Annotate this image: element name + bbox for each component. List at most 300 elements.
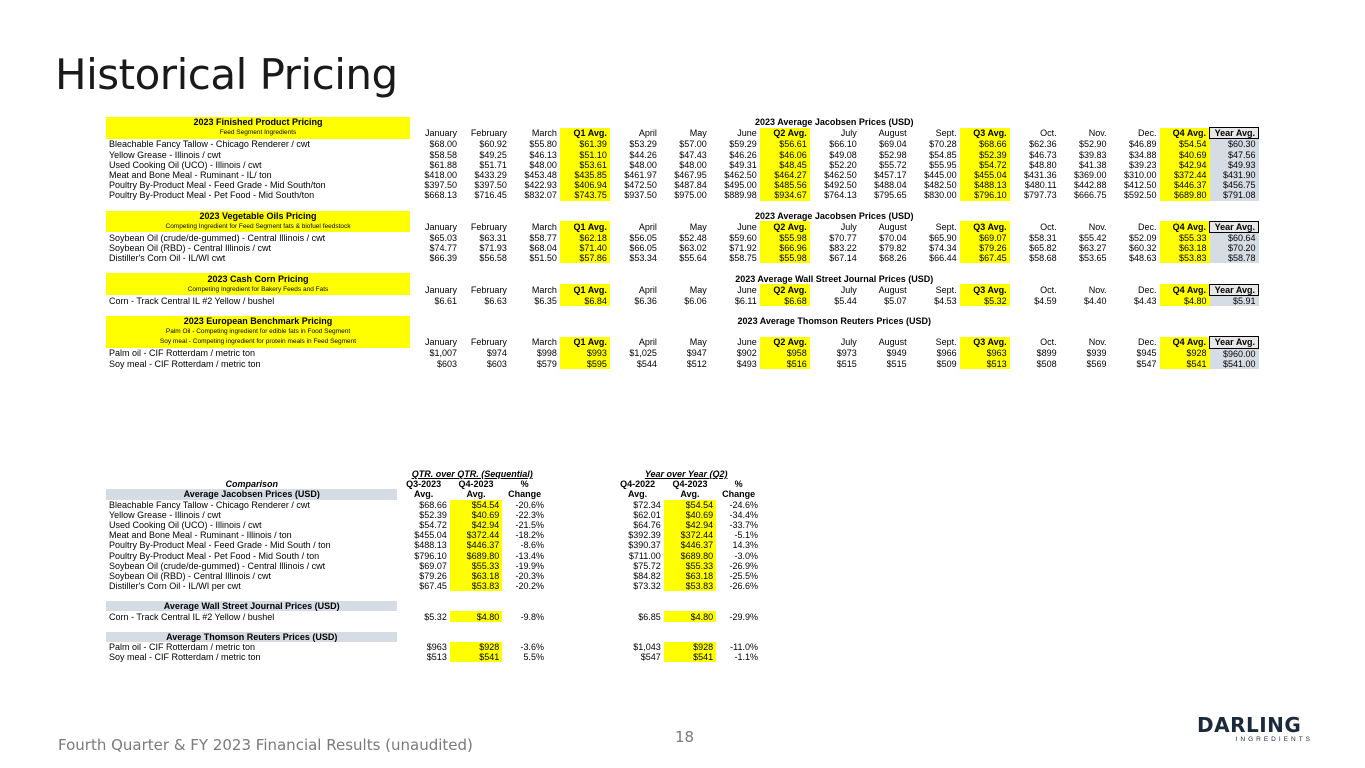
row-label: Soy meal - CIF Rotterdam / metric ton xyxy=(109,652,261,663)
table-row xyxy=(106,348,1259,359)
value-cell: $57.86 xyxy=(560,253,610,263)
value-cell: $5.32 xyxy=(960,295,1010,306)
blank-cell xyxy=(716,632,761,642)
month-header: July xyxy=(840,128,857,139)
row-label: Used Cooking Oil (UCO) - Illinois / cwt xyxy=(109,159,262,170)
value-cell: $889.98 xyxy=(724,190,757,201)
month-header: Q1 Avg. xyxy=(560,128,610,139)
month-header: April xyxy=(638,284,657,295)
qtr-value: $446.37 xyxy=(450,540,502,550)
yoy-value: -33.7% xyxy=(729,520,758,531)
value-cell: $480.11 xyxy=(1024,180,1057,191)
value-cell: $488.13 xyxy=(960,180,1010,190)
month-header: Q2 Avg. xyxy=(760,128,810,139)
value-cell: $508 xyxy=(1036,358,1057,369)
qtr-value: $928 xyxy=(450,642,502,652)
yoy-value: $372.44 xyxy=(664,530,716,540)
value-cell: $446.37 xyxy=(1160,180,1210,190)
section-subtitle: Soy meal - Competing ingredient for protein meals in Feed Segment xyxy=(106,337,410,348)
row-label: Bleachable Fancy Tallow - Chicago Renderer / cwt xyxy=(109,139,310,150)
value-cell: $795.65 xyxy=(874,190,907,201)
blank-cell xyxy=(502,632,547,642)
value-cell: $74.77 xyxy=(429,243,457,254)
value-cell: $939 xyxy=(1086,348,1107,359)
month-header: Nov. xyxy=(1088,221,1107,232)
row-label: Soybean Oil (RBD) - Central Illinois / cwt xyxy=(109,570,272,581)
value-cell: $899 xyxy=(1036,348,1057,359)
qtr-value: -9.8% xyxy=(520,611,544,622)
value-cell: $947 xyxy=(686,348,707,359)
comparison-title-row xyxy=(106,469,761,479)
value-cell: $55.72 xyxy=(879,159,907,170)
qtr-value: $488.13 xyxy=(414,540,447,551)
value-cell: $4.40 xyxy=(1084,295,1107,306)
month-header: August xyxy=(878,128,907,139)
value-cell: $66.39 xyxy=(429,253,457,264)
spacer-row xyxy=(106,201,1259,211)
value-cell: $541.00 xyxy=(1210,359,1259,369)
blank-cell xyxy=(410,326,460,337)
yoy-value: $64.76 xyxy=(633,520,661,531)
month-header: February xyxy=(470,337,507,348)
month-header: May xyxy=(689,337,707,348)
value-cell: $68.00 xyxy=(429,139,457,150)
value-cell: $53.29 xyxy=(629,139,657,150)
value-cell: $595 xyxy=(560,359,610,369)
value-cell: $74.34 xyxy=(929,243,957,254)
value-cell: $4.80 xyxy=(1160,295,1210,306)
value-cell: $1,025 xyxy=(629,348,657,359)
value-cell: $453.48 xyxy=(524,170,557,181)
qtr-value: $541 xyxy=(450,652,502,662)
value-cell: $68.66 xyxy=(960,139,1010,150)
value-cell: $60.30 xyxy=(1210,139,1259,150)
blank-cell xyxy=(1210,326,1259,337)
yoy-value: $55.33 xyxy=(664,561,716,571)
comparison-row xyxy=(106,571,761,581)
value-cell: $603 xyxy=(486,358,507,369)
value-cell: $47.43 xyxy=(679,149,707,160)
month-header: January xyxy=(424,128,457,139)
blank-cell xyxy=(547,540,611,550)
value-cell: $54.54 xyxy=(1160,139,1210,150)
month-header: June xyxy=(737,221,757,232)
yoy-value: $446.37 xyxy=(664,540,716,550)
value-cell: $52.98 xyxy=(879,149,907,160)
value-cell: $58.77 xyxy=(529,232,557,243)
month-header: Nov. xyxy=(1088,128,1107,139)
value-cell: $372.44 xyxy=(1160,170,1210,180)
value-cell: $34.88 xyxy=(1129,149,1157,160)
value-cell: $6.35 xyxy=(534,295,557,306)
value-cell: $55.98 xyxy=(760,253,810,263)
value-cell: $544 xyxy=(636,358,657,369)
value-cell: $62.36 xyxy=(1029,139,1057,150)
value-cell: $61.39 xyxy=(560,139,610,150)
qtr-value: $54.54 xyxy=(450,500,502,510)
blank-cell xyxy=(860,326,910,337)
month-header: Q3 Avg. xyxy=(960,284,1010,295)
section-source: 2023 Average Wall Street Journal Prices (USD) xyxy=(735,273,934,284)
value-cell: $418.00 xyxy=(424,170,457,181)
comparison-row xyxy=(106,510,761,520)
value-cell: $58.58 xyxy=(429,149,457,160)
qtr-value: -8.6% xyxy=(520,540,544,551)
row-label: Poultry By-Product Meal - Pet Food - Mid South / ton xyxy=(109,550,320,561)
value-cell: $492.50 xyxy=(824,180,857,191)
month-header: July xyxy=(840,284,857,295)
qtr-value: $796.10 xyxy=(414,550,447,561)
blank-cell xyxy=(510,326,560,337)
value-cell: $743.75 xyxy=(560,190,610,200)
yoy-value: -34.4% xyxy=(729,509,758,520)
blank-cell xyxy=(547,561,611,571)
blank-cell xyxy=(1110,326,1160,337)
value-cell: $462.50 xyxy=(724,170,757,181)
blank-cell xyxy=(810,326,860,337)
month-header: Sept. xyxy=(935,284,957,295)
value-cell: $569 xyxy=(1086,358,1107,369)
blank-cell xyxy=(547,571,611,581)
qtr-value: $55.33 xyxy=(450,561,502,571)
yoy-value: $62.01 xyxy=(633,509,661,520)
value-cell: $49.93 xyxy=(1210,160,1259,170)
value-cell: $70.77 xyxy=(829,232,857,243)
value-cell: $71.93 xyxy=(479,243,507,254)
yoy-value: $6.85 xyxy=(638,611,661,622)
value-cell: $464.27 xyxy=(760,170,810,180)
yoy-value: $54.54 xyxy=(664,500,716,510)
value-cell: $48.00 xyxy=(679,159,707,170)
value-cell: $66.96 xyxy=(760,243,810,253)
section-title: 2023 Cash Corn Pricing xyxy=(106,273,410,284)
value-cell: $5.44 xyxy=(834,295,857,306)
month-header: Oct. xyxy=(1040,221,1057,232)
blank-cell xyxy=(547,581,611,591)
page-number: 18 xyxy=(675,728,695,746)
value-cell: $46.26 xyxy=(729,149,757,160)
month-header: June xyxy=(737,337,757,348)
value-cell: $39.83 xyxy=(1079,149,1107,160)
value-cell: $70.20 xyxy=(1210,243,1259,253)
yoy-value: $63.18 xyxy=(664,571,716,581)
value-cell: $973 xyxy=(836,348,857,359)
value-cell: $397.50 xyxy=(474,180,507,191)
value-cell: $975.00 xyxy=(674,190,707,201)
value-cell: $52.48 xyxy=(679,232,707,243)
row-label: Palm oil - CIF Rotterdam / metric ton xyxy=(109,348,256,359)
row-label: Palm oil - CIF Rotterdam / metric ton xyxy=(109,641,256,652)
blank-cell xyxy=(611,632,663,642)
value-cell: $54.72 xyxy=(960,160,1010,170)
qtr-value: $69.07 xyxy=(419,560,447,571)
row-label: Distiller's Corn Oil - IL/WI per cwt xyxy=(109,581,241,592)
qtr-subheader: Change xyxy=(508,489,542,500)
value-cell: $797.73 xyxy=(1024,190,1057,201)
qtr-subheader: Avg. xyxy=(466,489,486,500)
month-header: Q3 Avg. xyxy=(960,337,1010,348)
qtr-value: $42.94 xyxy=(450,520,502,530)
yoy-value: $4.80 xyxy=(664,611,716,621)
value-cell: $48.63 xyxy=(1129,253,1157,264)
section-title: 2023 Vegetable Oils Pricing xyxy=(106,211,410,222)
value-cell: $68.26 xyxy=(879,253,907,264)
value-cell: $668.13 xyxy=(424,190,457,201)
value-cell: $48.00 xyxy=(529,159,557,170)
blank-cell xyxy=(106,469,397,479)
value-cell: $516 xyxy=(760,359,810,369)
value-cell: $832.07 xyxy=(524,190,557,201)
row-label: Soybean Oil (RBD) - Central Illinois / cwt xyxy=(109,243,272,254)
month-header-row xyxy=(106,337,1259,348)
value-cell: $58.31 xyxy=(1029,232,1057,243)
value-cell: $44.26 xyxy=(629,149,657,160)
row-label: Meat and Bone Meal - Ruminant - Illinois / ton xyxy=(109,530,292,541)
qtr-header: % xyxy=(520,479,529,490)
blank-cell xyxy=(547,642,611,652)
yoy-value: -29.9% xyxy=(729,611,758,622)
value-cell: $42.94 xyxy=(1160,160,1210,170)
value-cell: $433.29 xyxy=(474,170,507,181)
section-source: 2023 Average Thomson Reuters Prices (USD) xyxy=(737,316,931,327)
yoy-header: Q4-2023 xyxy=(672,479,708,490)
group-header-row xyxy=(106,601,761,611)
value-cell: $66.05 xyxy=(629,243,657,254)
month-header: Dec. xyxy=(1138,284,1157,295)
month-header: April xyxy=(638,128,657,139)
month-header: July xyxy=(840,221,857,232)
blank-cell xyxy=(547,510,611,520)
value-cell: $52.39 xyxy=(960,150,1010,160)
yoy-value: $390.37 xyxy=(628,540,661,551)
row-label: Yellow Grease - Illinois / cwt xyxy=(109,149,221,160)
qtr-header: Q3-2023 xyxy=(406,479,442,490)
table-row xyxy=(106,253,1259,263)
value-cell: $488.04 xyxy=(874,180,907,191)
value-cell: $442.88 xyxy=(1074,180,1107,191)
row-label: Soybean Oil (crude/de-gummed) - Central Illinois / cwt xyxy=(109,232,326,243)
month-header: May xyxy=(689,128,707,139)
value-cell: $431.90 xyxy=(1210,170,1259,180)
qtr-value: 5.5% xyxy=(523,652,544,663)
month-header-row xyxy=(106,221,1259,232)
qtr-value: $53.83 xyxy=(450,581,502,591)
value-cell: $6.61 xyxy=(434,295,457,306)
qtr-value: $4.80 xyxy=(450,611,502,621)
month-header: Dec. xyxy=(1138,128,1157,139)
value-cell: $579 xyxy=(536,358,557,369)
value-cell: $63.18 xyxy=(1160,243,1210,253)
blank-cell xyxy=(760,326,810,337)
value-cell: $547 xyxy=(1136,358,1157,369)
value-cell: $1,007 xyxy=(429,348,457,359)
month-header: March xyxy=(531,221,557,232)
qtr-value: $54.72 xyxy=(419,520,447,531)
yoy-value: -26.6% xyxy=(729,581,758,592)
yoy-value: $392.39 xyxy=(628,530,661,541)
section-title-row xyxy=(106,117,1259,128)
value-cell: $46.89 xyxy=(1129,139,1157,150)
blank-cell xyxy=(547,520,611,530)
value-cell: $69.04 xyxy=(879,139,907,150)
value-cell: $455.04 xyxy=(960,170,1010,180)
blank-cell xyxy=(1160,326,1210,337)
value-cell: $52.90 xyxy=(1079,139,1107,150)
blank-cell xyxy=(960,326,1010,337)
month-header: Q3 Avg. xyxy=(960,221,1010,232)
yoy-header: % xyxy=(734,479,743,490)
value-cell: $46.06 xyxy=(760,150,810,160)
comparison-table xyxy=(106,469,761,662)
month-header: Q3 Avg. xyxy=(960,128,1010,139)
value-cell: $963 xyxy=(960,348,1010,359)
value-cell: $70.04 xyxy=(879,232,907,243)
yoy-value: $72.34 xyxy=(633,499,661,510)
yoy-subheader: Avg. xyxy=(628,489,648,500)
spacer-row xyxy=(106,591,761,601)
logo-word: DARLING xyxy=(1197,713,1302,737)
value-cell: $791.08 xyxy=(1210,190,1259,200)
value-cell: $48.45 xyxy=(760,160,810,170)
yoy-value: $73.32 xyxy=(633,581,661,592)
value-cell: $39.23 xyxy=(1129,159,1157,170)
value-cell: $796.10 xyxy=(960,190,1010,200)
comparison-row xyxy=(106,520,761,530)
value-cell: $49.08 xyxy=(829,149,857,160)
blank-cell xyxy=(1060,326,1110,337)
value-cell: $48.00 xyxy=(629,159,657,170)
group-header-row xyxy=(106,632,761,642)
qtr-value: -20.6% xyxy=(515,499,544,510)
yoy-value: 14.3% xyxy=(732,540,758,551)
blank-cell xyxy=(547,489,611,499)
month-header: Q4 Avg. xyxy=(1160,128,1210,139)
value-cell: $40.69 xyxy=(1160,150,1210,160)
value-cell: $937.50 xyxy=(624,190,657,201)
blank-cell xyxy=(547,632,611,642)
blank-cell xyxy=(664,632,716,642)
yoy-value: $689.80 xyxy=(664,551,716,561)
value-cell: $515 xyxy=(886,358,907,369)
month-header: May xyxy=(689,221,707,232)
yoy-value: $711.00 xyxy=(628,550,661,561)
table-row xyxy=(106,295,1259,306)
value-cell: $310.00 xyxy=(1123,170,1157,181)
qtr-value: -21.5% xyxy=(515,520,544,531)
qtr-value: $68.66 xyxy=(419,499,447,510)
value-cell: $58.75 xyxy=(729,253,757,264)
value-cell: $5.07 xyxy=(884,295,907,306)
blank-cell xyxy=(910,326,960,337)
value-cell: $71.92 xyxy=(729,243,757,254)
value-cell: $52.09 xyxy=(1129,232,1157,243)
value-cell: $461.97 xyxy=(624,170,657,181)
month-header: June xyxy=(737,284,757,295)
table-row xyxy=(106,190,1259,200)
table-row xyxy=(106,180,1259,190)
month-header: Q4 Avg. xyxy=(1160,284,1210,295)
value-cell: $689.80 xyxy=(1160,190,1210,200)
blank-cell xyxy=(547,611,611,621)
company-logo xyxy=(1197,714,1317,748)
value-cell: $63.27 xyxy=(1079,243,1107,254)
value-cell: $513 xyxy=(960,359,1010,369)
month-header: January xyxy=(424,337,457,348)
qtr-value: -13.4% xyxy=(515,550,544,561)
value-cell: $49.31 xyxy=(729,159,757,170)
qtr-value: $40.69 xyxy=(450,510,502,520)
blank-cell xyxy=(547,469,611,479)
value-cell: $369.00 xyxy=(1074,170,1107,181)
row-label: Poultry By-Product Meal - Pet Food - Mid South/ton xyxy=(109,190,315,201)
section-subtitle: Competing Ingredient for Feed Segment fats & biofuel feedstock xyxy=(106,221,410,232)
qtr-value: $63.18 xyxy=(450,571,502,581)
value-cell: $53.83 xyxy=(1160,253,1210,263)
blank-cell xyxy=(710,326,760,337)
comparison-row xyxy=(106,500,761,510)
table-row xyxy=(106,139,1259,150)
month-header: Q2 Avg. xyxy=(760,221,810,232)
value-cell: $960.00 xyxy=(1210,348,1259,359)
value-cell: $53.65 xyxy=(1079,253,1107,264)
qtr-value: $52.39 xyxy=(419,509,447,520)
qtr-value: $372.44 xyxy=(450,530,502,540)
value-cell: $509 xyxy=(936,358,957,369)
spacer-cell xyxy=(106,263,1259,273)
value-cell: $435.85 xyxy=(560,170,610,180)
value-cell: $949 xyxy=(886,348,907,359)
spacer-cell xyxy=(106,306,1259,316)
month-header: Q1 Avg. xyxy=(560,337,610,348)
qtr-value: $689.80 xyxy=(450,551,502,561)
value-cell: $974 xyxy=(486,348,507,359)
value-cell: $397.50 xyxy=(424,180,457,191)
value-cell: $46.13 xyxy=(529,149,557,160)
blank-cell xyxy=(397,632,449,642)
value-cell: $60.64 xyxy=(1210,232,1259,243)
month-header: March xyxy=(531,284,557,295)
row-label: Distiller's Corn Oil - IL/WI cwt xyxy=(109,253,226,264)
group-header: Average Jacobsen Prices (USD) xyxy=(106,489,397,499)
spacer-cell xyxy=(106,591,761,601)
value-cell: $4.59 xyxy=(1034,295,1057,306)
value-cell: $52.20 xyxy=(829,159,857,170)
value-cell: $482.50 xyxy=(924,180,957,191)
yoy-value: $541 xyxy=(664,652,716,662)
value-cell: $6.84 xyxy=(560,295,610,306)
value-cell: $945 xyxy=(1136,348,1157,359)
qtr-value: -3.6% xyxy=(520,641,544,652)
comparison-row xyxy=(106,561,761,571)
blank-cell xyxy=(502,601,547,611)
value-cell: $993 xyxy=(560,348,610,359)
value-cell: $48.80 xyxy=(1029,159,1057,170)
value-cell: $51.10 xyxy=(560,150,610,160)
month-header: Q4 Avg. xyxy=(1160,221,1210,232)
comparison-row xyxy=(106,530,761,540)
month-header: Q2 Avg. xyxy=(760,284,810,295)
yoy-value: $547 xyxy=(640,652,661,663)
month-header: January xyxy=(424,221,457,232)
blank-cell xyxy=(547,500,611,510)
qtr-value: -20.3% xyxy=(515,570,544,581)
value-cell: $6.11 xyxy=(734,295,757,306)
value-cell: $666.75 xyxy=(1074,190,1107,201)
value-cell: $4.43 xyxy=(1134,295,1157,306)
table-row xyxy=(106,243,1259,253)
blank-cell xyxy=(460,326,510,337)
month-header: Sept. xyxy=(935,128,957,139)
